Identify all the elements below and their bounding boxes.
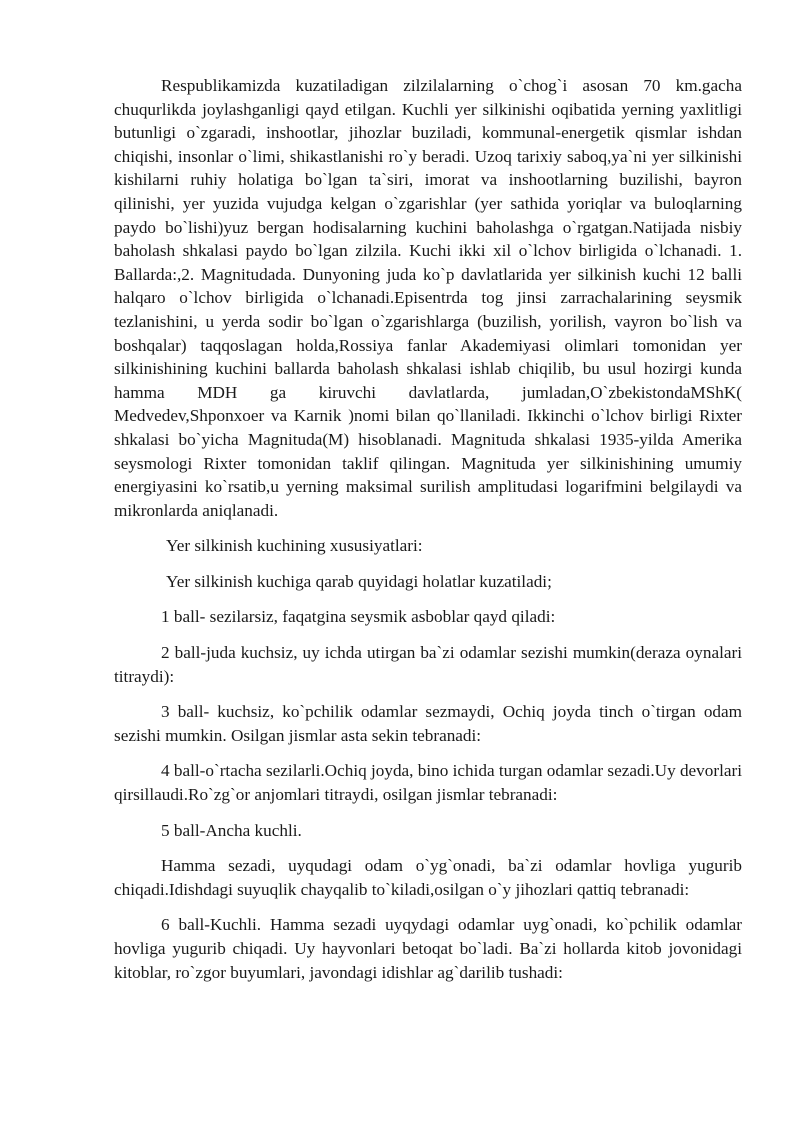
scale-item-5: 5 ball-Ancha kuchli. [161,820,302,840]
document-page [114,74,742,996]
scale-item-1: 1 ball- sezilarsiz, faqatgina seysmik asboblar qayd qiladi: [161,607,556,627]
scale-item-3: 3 ball- kuchsiz, ko`pchilik odamlar sezmaydi, Ochiq joyda tinch o`tirgan odam sezishi mumkin. Osilgan jismlar asta sekin tebranadi: [114,702,742,745]
section-intro: Yer silkinish kuchiga qarab quyidagi holatlar kuzatiladi; [166,571,552,591]
intro-paragraph: Respublikamizda kuzatiladigan zilzilalarning o`chog`i asosan 70 km.gacha chuqurlikda joylashganligi qayd etilgan. Kuchli yer silkinishi oqibatida yerning yaxlitligi butunligi o`zgaradi, inshootlar, jihozlar buziladi, kommunal-energetik qismlar ishdan chiqishi, insonlar o`limi, shikastlanishi ro`y beradi. Uzoq tarixiy saboq,ya`ni yer silkinishi kishilarni ruhiy holatiga bo`lgan ta`siri, imorat va inshootlarning buzilishi, bayron qilinishi, yer yuzida vujudga kelgan o`zgarishlar (yer sathida yoriqlar va buloqlarning paydo bo`lishi)yuz bergan hodisalarning kuchini baholashga o`rgatgan.Natijada nisbiy baholash shkalasi paydo bo`lgan zilzila. Kuchi ikki xil o`lchov birligida o`lchanadi. 1. Ballarda:,2. Magnitudada. Dunyoning juda ko`p davlatlarida yer silkinish kuchi 12 balli halqaro o`lchov birligida o`lchanadi.Episentrda tog jinsi zarrachalarining seysmik tezlanishini, u yerda sodir bo`lgan o`zgarishlarga (buzilish, yorilish, vayron bo`lish va boshqalar) taqqoslagan holda,Rossiya fanlar Akademiyasi olimlari tomonidan yer silkinishining kuchini ballarda baholash shkalasi ishlab chiqilib, bu usul hozirgi kunda hamma MDH ga kiruvchi davlatlarda, jumladan,O`zbekistondaMShK( Medvedev,Shponxoer va Karnik )nomi bilan qo`llaniladi. Ikkinchi o`lchov birligi Rixter shkalasi bo`yicha Magnituda(M) hisoblanadi. Magnituda shkalasi 1935-yilda Amerika seysmologi Rixter tomonidan taklif qilingan. Magnituda yer silkinishining umumiy energiyasini ko`rsatib,u yerning maksimal surilish amplitudasi logarifmini belgilaydi va mikronlarda aniqlanadi. [114,76,742,520]
section-heading: Yer silkinish kuchining xususiyatlari: [166,536,423,556]
scale-item-4: 4 ball-o`rtacha sezilarli.Ochiq joyda, bino ichida turgan odamlar sezadi.Uy devorlari qirsillaudi.Ro`zg`or anjomlari titraydi, osilgan jismlar tebranadi: [114,761,742,805]
scale-item-5-description: Hamma sezadi, uyqudagi odam o`yg`onadi, ba`zi odamlar hovliga yugurib chiqadi.Idishdagi suyuqlik chayqalib to`kiladi,osilgan o`y jihozlari qattiq tebranadi: [114,856,742,899]
scale-item-6: 6 ball-Kuchli. Hamma sezadi uyqydagi odamlar uyg`onadi, ko`pchilik odamlar hovliga yugurib chiqadi. Uy hayvonlari betoqat bo`ladi. Ba`zi hollarda kitob jovonidagi kitoblar, ro`zgor buyumlari, javondagi idishlar ag`darilib tushadi: [114,915,742,982]
scale-item-2: 2 ball-juda kuchsiz, uy ichda utirgan ba`zi odamlar sezishi mumkin(deraza oynalari titraydi): [114,643,742,686]
